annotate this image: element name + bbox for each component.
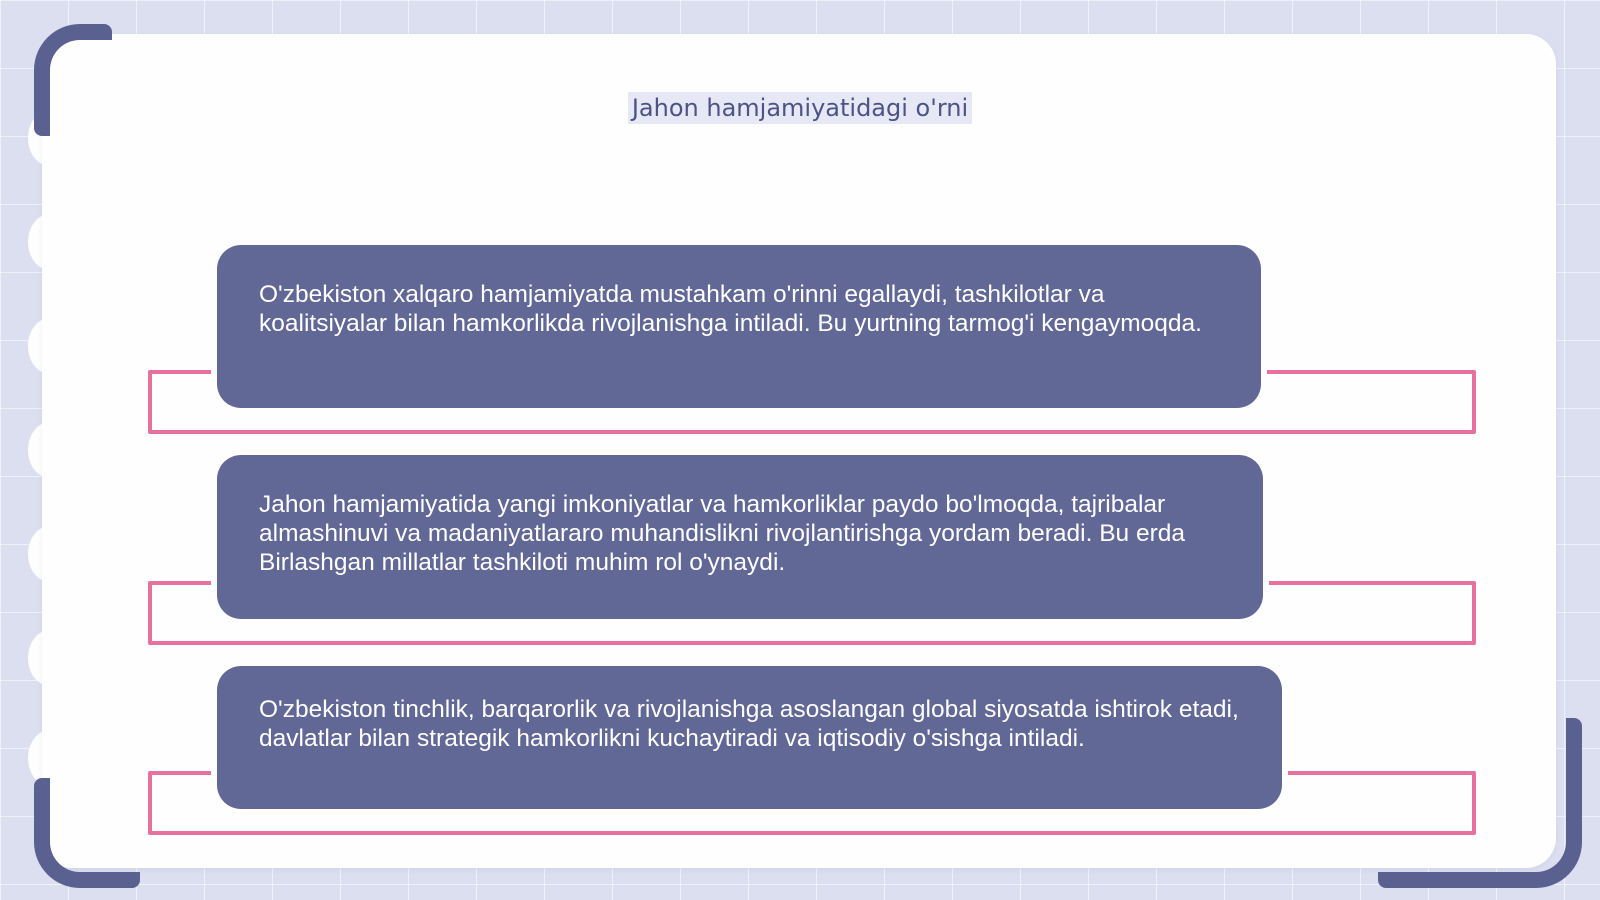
info-card-text: Jahon hamjamiyatida yangi imkoniyatlar va hamkorliklar paydo bo'lmoqda, tajribalar almashinuvi va madaniyatlararo muhandislikni rivojlantirishga yordam beradi. Bu erda Birlashgan millatlar tashkiloti muhim rol o'ynaydi. [259, 491, 1186, 576]
info-card-text: O'zbekiston tinchlik, barqarorlik va rivojlanishga asoslangan global siyosatda ishtirok etadi, davlatlar bilan strategik hamkorlikni kuchaytiradi va iqtisodiy o'sishga intiladi. [259, 696, 1239, 752]
info-card-2 [217, 455, 1263, 619]
corner-bracket-bottom-left [34, 778, 140, 888]
slide-title [0, 94, 1600, 122]
info-card-text: O'zbekiston xalqaro hamjamiyatda mustahkam o'rinni egallaydi, tashkilotlar va koalitsiyalar bilan hamkorlikda rivojlanishga intiladi. Bu yurtning tarmog'i kengaymoqda. [259, 281, 1202, 337]
slide-title-text: Jahon hamjamiyatidagi o'rni [628, 92, 972, 124]
info-card-3 [217, 666, 1282, 809]
info-card-1 [217, 245, 1261, 408]
